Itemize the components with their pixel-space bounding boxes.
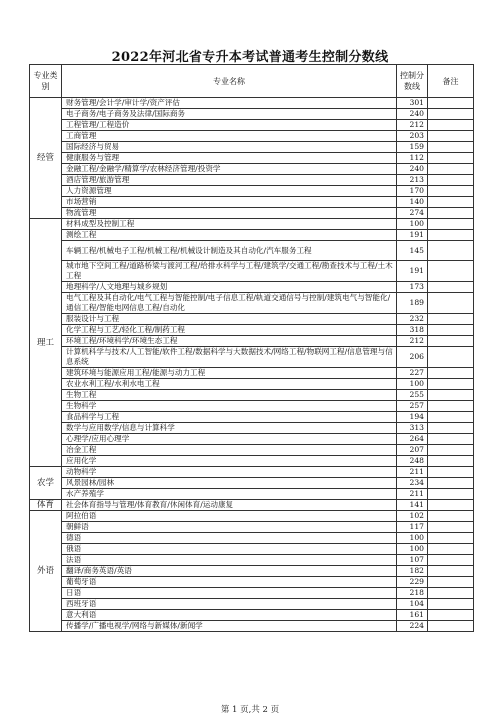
score-cell: 107: [397, 555, 428, 566]
score-cell: 313: [397, 423, 428, 434]
table-row: [30, 390, 474, 401]
note-cell: [428, 175, 474, 186]
note-cell: [428, 208, 474, 219]
table-row: [30, 467, 474, 478]
note-cell: [428, 401, 474, 412]
header-note: 备注: [428, 65, 474, 98]
score-cell: 207: [397, 445, 428, 456]
note-cell: [428, 379, 474, 390]
table-row: [30, 282, 474, 293]
score-cell: 301: [397, 98, 428, 109]
score-cell: 240: [397, 109, 428, 120]
major-name-cell: 建筑环境与能源应用工程/能源与动力工程: [62, 368, 397, 379]
major-name-cell: 生物科学: [62, 401, 397, 412]
note-cell: [428, 109, 474, 120]
table-row: [30, 621, 474, 632]
note-cell: [428, 131, 474, 142]
score-cell: 248: [397, 456, 428, 467]
table-row: [30, 325, 474, 336]
table-row: [30, 142, 474, 153]
major-name-cell: 西班牙语: [62, 599, 397, 610]
table-row: [30, 347, 474, 368]
note-cell: [428, 544, 474, 555]
score-cell: 112: [397, 153, 428, 164]
score-cell: 224: [397, 621, 428, 632]
major-name-cell: 服装设计与工程: [62, 314, 397, 325]
score-cell: 264: [397, 434, 428, 445]
page-title: 2022年河北省专升本考试普通考生控制分数线: [111, 50, 389, 65]
major-name-cell: 风景园林/园林: [62, 478, 397, 489]
major-name-cell: 生物工程: [62, 390, 397, 401]
score-cell: 211: [397, 489, 428, 500]
note-cell: [428, 293, 474, 314]
table-row: [30, 314, 474, 325]
note-cell: [428, 261, 474, 282]
note-cell: [428, 500, 474, 511]
note-cell: [428, 478, 474, 489]
table-row: [30, 186, 474, 197]
major-name-cell: 日语: [62, 588, 397, 599]
score-cell: 255: [397, 390, 428, 401]
major-name-cell: 计算机科学与技术/人工智能/软件工程/数据科学与大数据技术/网络工程/物联网工程/信息管理与信息系统: [62, 347, 397, 368]
score-cell: 100: [397, 533, 428, 544]
major-name-cell: 食品科学与工程: [62, 412, 397, 423]
score-table: [29, 64, 474, 632]
note-cell: [428, 621, 474, 632]
table-row: [30, 197, 474, 208]
table-header-row: [30, 65, 474, 98]
note-cell: [428, 314, 474, 325]
score-cell: 274: [397, 208, 428, 219]
score-cell: 182: [397, 566, 428, 577]
note-cell: [428, 153, 474, 164]
table-row: [30, 434, 474, 445]
major-name-cell: 国际经济与贸易: [62, 142, 397, 153]
score-cell: 206: [397, 347, 428, 368]
major-name-cell: 市场营销: [62, 197, 397, 208]
table-row: [30, 445, 474, 456]
table-row: [30, 368, 474, 379]
table-row: [30, 208, 474, 219]
score-cell: 100: [397, 544, 428, 555]
score-cell: 194: [397, 412, 428, 423]
table-row: [30, 511, 474, 522]
score-cell: 141: [397, 500, 428, 511]
score-cell: 234: [397, 478, 428, 489]
score-cell: 140: [397, 197, 428, 208]
note-cell: [428, 230, 474, 241]
table-row: [30, 336, 474, 347]
major-name-cell: 车辆工程/机械电子工程/机械工程/机械设计制造及其自动化/汽车服务工程: [62, 241, 397, 261]
table-row: [30, 175, 474, 186]
note-cell: [428, 522, 474, 533]
note-cell: [428, 282, 474, 293]
major-name-cell: 翻译/商务英语/英语: [62, 566, 397, 577]
table-row: [30, 412, 474, 423]
note-cell: [428, 434, 474, 445]
major-name-cell: 电气工程及其自动化/电气工程与智能控制/电子信息工程/轨道交通信号与控制/建筑电气与智能化/通信工程/智能电网信息工程/自动化: [62, 293, 397, 314]
score-cell: 161: [397, 610, 428, 621]
major-name-cell: 财务管理/会计学/审计学/资产评估: [62, 98, 397, 109]
table-row: [30, 379, 474, 390]
score-cell: 257: [397, 401, 428, 412]
table-row: [30, 544, 474, 555]
major-name-cell: 化学工程与工艺/轻化工程/制药工程: [62, 325, 397, 336]
note-cell: [428, 336, 474, 347]
major-name-cell: 测绘工程: [62, 230, 397, 241]
score-cell: 212: [397, 336, 428, 347]
table-row: [30, 164, 474, 175]
note-cell: [428, 577, 474, 588]
category-cell: 经管: [30, 98, 62, 219]
major-name-cell: 环境工程/环境科学/环境生态工程: [62, 336, 397, 347]
major-name-cell: 材料成型及控制工程: [62, 219, 397, 230]
table-row: [30, 261, 474, 282]
note-cell: [428, 390, 474, 401]
table-row: [30, 230, 474, 241]
score-cell: 145: [397, 241, 428, 261]
table-row: [30, 293, 474, 314]
note-cell: [428, 120, 474, 131]
table-row: [30, 98, 474, 109]
category-cell: 农学: [30, 467, 62, 500]
table-row: [30, 219, 474, 230]
note-cell: [428, 555, 474, 566]
major-name-cell: 工程管理/工程造价: [62, 120, 397, 131]
note-cell: [428, 599, 474, 610]
note-cell: [428, 467, 474, 478]
score-cell: 191: [397, 230, 428, 241]
table-row: [30, 566, 474, 577]
note-cell: [428, 456, 474, 467]
table-row: [30, 456, 474, 467]
category-cell: 理工: [30, 219, 62, 467]
score-cell: 232: [397, 314, 428, 325]
note-cell: [428, 368, 474, 379]
note-cell: [428, 445, 474, 456]
major-name-cell: 酒店管理/旅游管理: [62, 175, 397, 186]
note-cell: [428, 164, 474, 175]
score-cell: 211: [397, 467, 428, 478]
major-name-cell: 健康服务与管理: [62, 153, 397, 164]
score-cell: 100: [397, 219, 428, 230]
table-row: [30, 109, 474, 120]
major-name-cell: 德语: [62, 533, 397, 544]
score-cell: 189: [397, 293, 428, 314]
major-name-cell: 数学与应用数学/信息与计算科学: [62, 423, 397, 434]
note-cell: [428, 412, 474, 423]
note-cell: [428, 588, 474, 599]
header-category: 专业类别: [30, 65, 62, 98]
note-cell: [428, 98, 474, 109]
major-name-cell: 金融工程/金融学/精算学/农林经济管理/投资学: [62, 164, 397, 175]
note-cell: [428, 566, 474, 577]
score-cell: 191: [397, 261, 428, 282]
major-name-cell: 地理科学/人文地理与城乡规划: [62, 282, 397, 293]
table-row: [30, 577, 474, 588]
note-cell: [428, 325, 474, 336]
major-name-cell: 应用化学: [62, 456, 397, 467]
score-cell: 318: [397, 325, 428, 336]
major-name-cell: 心理学/应用心理学: [62, 434, 397, 445]
header-score: 控制分数线: [397, 65, 428, 98]
major-name-cell: 葡萄牙语: [62, 577, 397, 588]
score-cell: 104: [397, 599, 428, 610]
major-name-cell: 工商管理: [62, 131, 397, 142]
major-name-cell: 传播学/广播电视学/网络与新媒体/新闻学: [62, 621, 397, 632]
score-cell: 203: [397, 131, 428, 142]
score-cell: 159: [397, 142, 428, 153]
score-cell: 227: [397, 368, 428, 379]
score-cell: 173: [397, 282, 428, 293]
table-row: [30, 131, 474, 142]
table-row: [30, 153, 474, 164]
major-name-cell: 法语: [62, 555, 397, 566]
table-body: [30, 98, 474, 632]
note-cell: [428, 197, 474, 208]
score-cell: 240: [397, 164, 428, 175]
table-row: [30, 120, 474, 131]
note-cell: [428, 489, 474, 500]
table-row: [30, 599, 474, 610]
score-cell: 102: [397, 511, 428, 522]
major-name-cell: 动物科学: [62, 467, 397, 478]
table-row: [30, 555, 474, 566]
page-footer: 第 1 页,共 2 页: [220, 705, 280, 715]
table-row: [30, 401, 474, 412]
table-row: [30, 489, 474, 500]
note-cell: [428, 610, 474, 621]
major-name-cell: 阿拉伯语: [62, 511, 397, 522]
score-cell: 218: [397, 588, 428, 599]
major-name-cell: 冶金工程: [62, 445, 397, 456]
major-name-cell: 人力资源管理: [62, 186, 397, 197]
note-cell: [428, 347, 474, 368]
note-cell: [428, 186, 474, 197]
category-cell: 外语: [30, 511, 62, 632]
major-name-cell: 俄语: [62, 544, 397, 555]
score-cell: 117: [397, 522, 428, 533]
major-name-cell: 电子商务/电子商务及法律/国际商务: [62, 109, 397, 120]
table-row: [30, 423, 474, 434]
note-cell: [428, 511, 474, 522]
table-row: [30, 241, 474, 261]
header-major: 专业名称: [62, 65, 397, 98]
note-cell: [428, 241, 474, 261]
score-cell: 170: [397, 186, 428, 197]
table-row: [30, 522, 474, 533]
major-name-cell: 城市地下空间工程/道路桥梁与渡河工程/给排水科学与工程/建筑学/交通工程/勘查技术与工程/土木工程: [62, 261, 397, 282]
table-row: [30, 588, 474, 599]
score-cell: 229: [397, 577, 428, 588]
major-name-cell: 意大利语: [62, 610, 397, 621]
note-cell: [428, 142, 474, 153]
major-name-cell: 水产养殖学: [62, 489, 397, 500]
note-cell: [428, 423, 474, 434]
score-cell: 213: [397, 175, 428, 186]
major-name-cell: 物流管理: [62, 208, 397, 219]
table-row: [30, 533, 474, 544]
table-row: [30, 610, 474, 621]
score-cell: 100: [397, 379, 428, 390]
score-cell: 212: [397, 120, 428, 131]
table-row: [30, 500, 474, 511]
major-name-cell: 农业水利工程/水利水电工程: [62, 379, 397, 390]
note-cell: [428, 219, 474, 230]
note-cell: [428, 533, 474, 544]
table-row: [30, 478, 474, 489]
major-name-cell: 社会体育指导与管理/体育教育/休闲体育/运动康复: [62, 500, 397, 511]
category-cell: 体育: [30, 500, 62, 511]
major-name-cell: 朝鲜语: [62, 522, 397, 533]
